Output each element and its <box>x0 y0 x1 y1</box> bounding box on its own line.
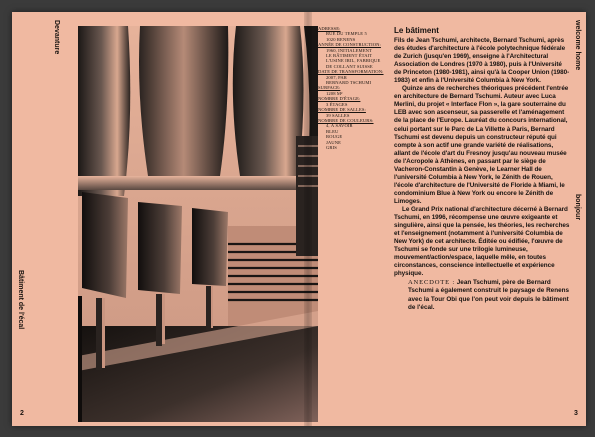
fact-key: NOMBRE DE SALLES: <box>318 107 366 113</box>
fact-value: BERNARD TSCHUMI <box>326 80 372 86</box>
spine-label-right-top: welcome home <box>574 20 581 71</box>
fact-value: 4, À SAVOIR <box>326 123 353 129</box>
fact-value: JAUNE <box>326 139 342 145</box>
book-gutter <box>304 12 312 426</box>
magazine-spread <box>12 12 586 426</box>
article-paragraph-2: Quinze ans de recherches théoriques précédent l'entrée en architecture de Bernard Tschumi. Auteur avec Luca Merlini, du projet « Interface Flon », la gare souterraine du LEB avec son ascenseur, sa passerelle et l'aménagement de la place de l'Europe. Lauréat du concours international, celui portant sur le Parc de La Villette à Paris, Bernard Tschumi est devenu depuis un constructeur réputé qui compte à son actif une grande variété de réalisations, allant de l'école d'art du Fresnoy jusqu'au nouveau musée de l'Acropole à Athènes, en passant par le siège de Vacheron-Constantin à Genève, le Learner Hall de l'université Columbia à New York, le Zénith de Rouen, l'école d'architecture de l'Université de Floride à Miami, le condominium Blue à New York ou encore le Zénith de Limoges. <box>394 85 569 205</box>
article-title: Le bâtiment <box>394 26 439 35</box>
anecdote <box>408 279 570 311</box>
anecdote-label: ANECDOTE : <box>408 279 456 287</box>
article-paragraph-1: Fils de Jean Tschumi, architecte, Bernard Tschumi, après des études d'architecture à l'école polytechnique fédérale de Zurich (jusqu'en 1969), enseigne à l'Architectural Association de Londres (1970 à 1980), puis à l'Université de Princeton (1980-1981), ainsi qu'à la Cooper Union (1980-1983) et enfin à l'Université Columbia à New York. <box>394 37 570 85</box>
fact-key: DATE DE TRANSFORMATION: <box>318 69 384 75</box>
fact-value: DE COLLANT SUISSE <box>326 63 373 69</box>
fact-value: GRIS <box>326 144 337 150</box>
fact-key: ANNÉE DE CONSTRUCTION: <box>318 42 381 48</box>
building-illustration <box>78 26 318 422</box>
fact-value: LE BÂTIMENT ÉTAIT <box>326 53 373 59</box>
article <box>394 26 570 312</box>
article-paragraph-3: Le Grand Prix national d'architecture décerné à Bernard Tschumi, en 1996, récompense une œuvre exigeante et singulière, ainsi que la pensée, les théories, les recherches et l'enseignement (notamment à l'université Columbia de New York) de cet architecte. Éditée ou édifiée, l'œuvre de Tschumi se fonde sur une trilogie lumineuse, mouvement/action/espace, laquelle mêle, en toutes circonstances, conscience intellectuelle et expérience physique. <box>394 205 570 278</box>
building-illustration-graphic <box>78 26 318 422</box>
fact-value: 1020 RENENS <box>326 36 356 42</box>
fact-key: SURFACE: <box>318 85 341 91</box>
spine-label-right-mid: bonjour <box>574 194 581 221</box>
fact-value: 2007, PAR <box>326 74 347 80</box>
spine-label-left-top: Devanture <box>53 20 60 55</box>
fact-value: ROUGE <box>326 134 343 140</box>
fact-value: RUE DU TEMPLE 5 <box>326 31 367 37</box>
page-number-right: 3 <box>574 410 578 417</box>
fact-key: NOMBRE DE COULEURS: <box>318 117 374 123</box>
fact-key: NOMBRE D'ÉTAGE: <box>318 96 361 102</box>
spine-label-left: Bâtiment de l'écal <box>17 270 24 330</box>
fact-value: 1208 M² <box>326 90 343 96</box>
fact-value: 39 SALLES <box>326 112 350 118</box>
page-number-left: 2 <box>20 410 24 417</box>
fact-value: 1960, INITIALEMENT <box>326 47 372 53</box>
fact-value: 3 ÉTAGES <box>326 101 348 107</box>
fact-value: L'USINE IRIL, FABRIQUE <box>326 58 381 64</box>
anecdote-text: Jean Tschumi, père de Bernard Tschumi a également construit le paysage de Renens avec la Tour Obi que l'on peut voir depuis le bâtiment de l'écal. <box>408 279 569 311</box>
building-facts <box>318 26 386 150</box>
fact-value: BLEU <box>326 128 339 134</box>
fact-key: ADRESSE: <box>318 26 341 31</box>
